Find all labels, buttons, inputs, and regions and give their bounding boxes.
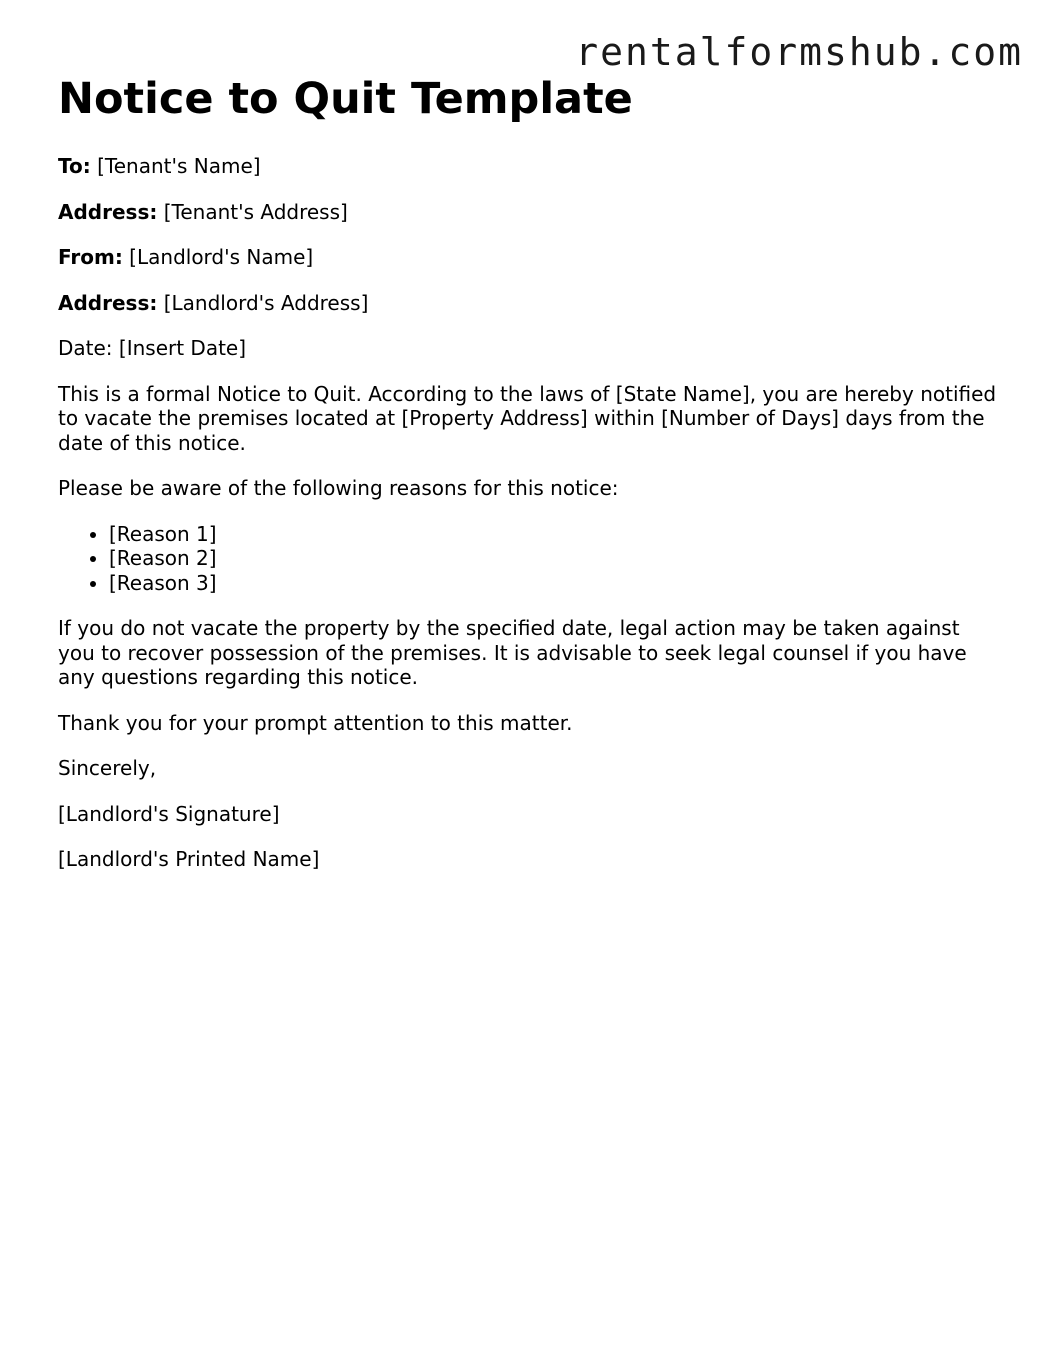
tenant-address-line <box>58 200 998 225</box>
from-label: From: <box>58 245 123 269</box>
tenant-address-value: [Tenant's Address] <box>157 199 348 224</box>
warning-paragraph: If you do not vacate the property by the specified date, legal action may be taken against you to recover possession of the premises. It is advisable to seek legal counsel if you have any questions regarding this notice. <box>58 616 967 689</box>
reason-item: • [Reason 2] <box>109 546 998 571</box>
date-line: Date: [Insert Date] <box>58 336 247 360</box>
reason-item: • [Reason 1] <box>109 522 998 547</box>
to-label: To: <box>58 154 91 178</box>
from-line <box>58 245 998 270</box>
to-value: [Tenant's Name] <box>90 154 261 178</box>
notice-document <box>58 72 998 893</box>
site-watermark: rentalformshub.com <box>575 30 1023 74</box>
closing-line: Sincerely, <box>58 756 157 780</box>
printed-name-line: [Landlord's Printed Name] <box>58 847 320 871</box>
landlord-address-label: Address: <box>58 290 158 315</box>
document-title: Notice to Quit Template <box>58 74 633 124</box>
from-value: [Landlord's Name] <box>122 245 314 269</box>
to-line <box>58 154 998 179</box>
reason-item: • [Reason 3] <box>109 571 998 596</box>
reasons-list <box>58 522 998 596</box>
signature-line: [Landlord's Signature] <box>58 801 280 826</box>
reasons-intro: Please be aware of the following reasons for this notice: <box>58 476 619 500</box>
thanks-line: Thank you for your prompt attention to this matter. <box>58 710 573 735</box>
intro-paragraph: This is a formal Notice to Quit. According to the laws of [State Name], you are hereby notified to vacate the premises located at [Property Address] within [Number of Days] days from the date of this notice. <box>58 381 997 455</box>
landlord-address-value: [Landlord's Address] <box>157 290 369 315</box>
tenant-address-label: Address: <box>58 199 158 224</box>
landlord-address-line <box>58 291 998 316</box>
